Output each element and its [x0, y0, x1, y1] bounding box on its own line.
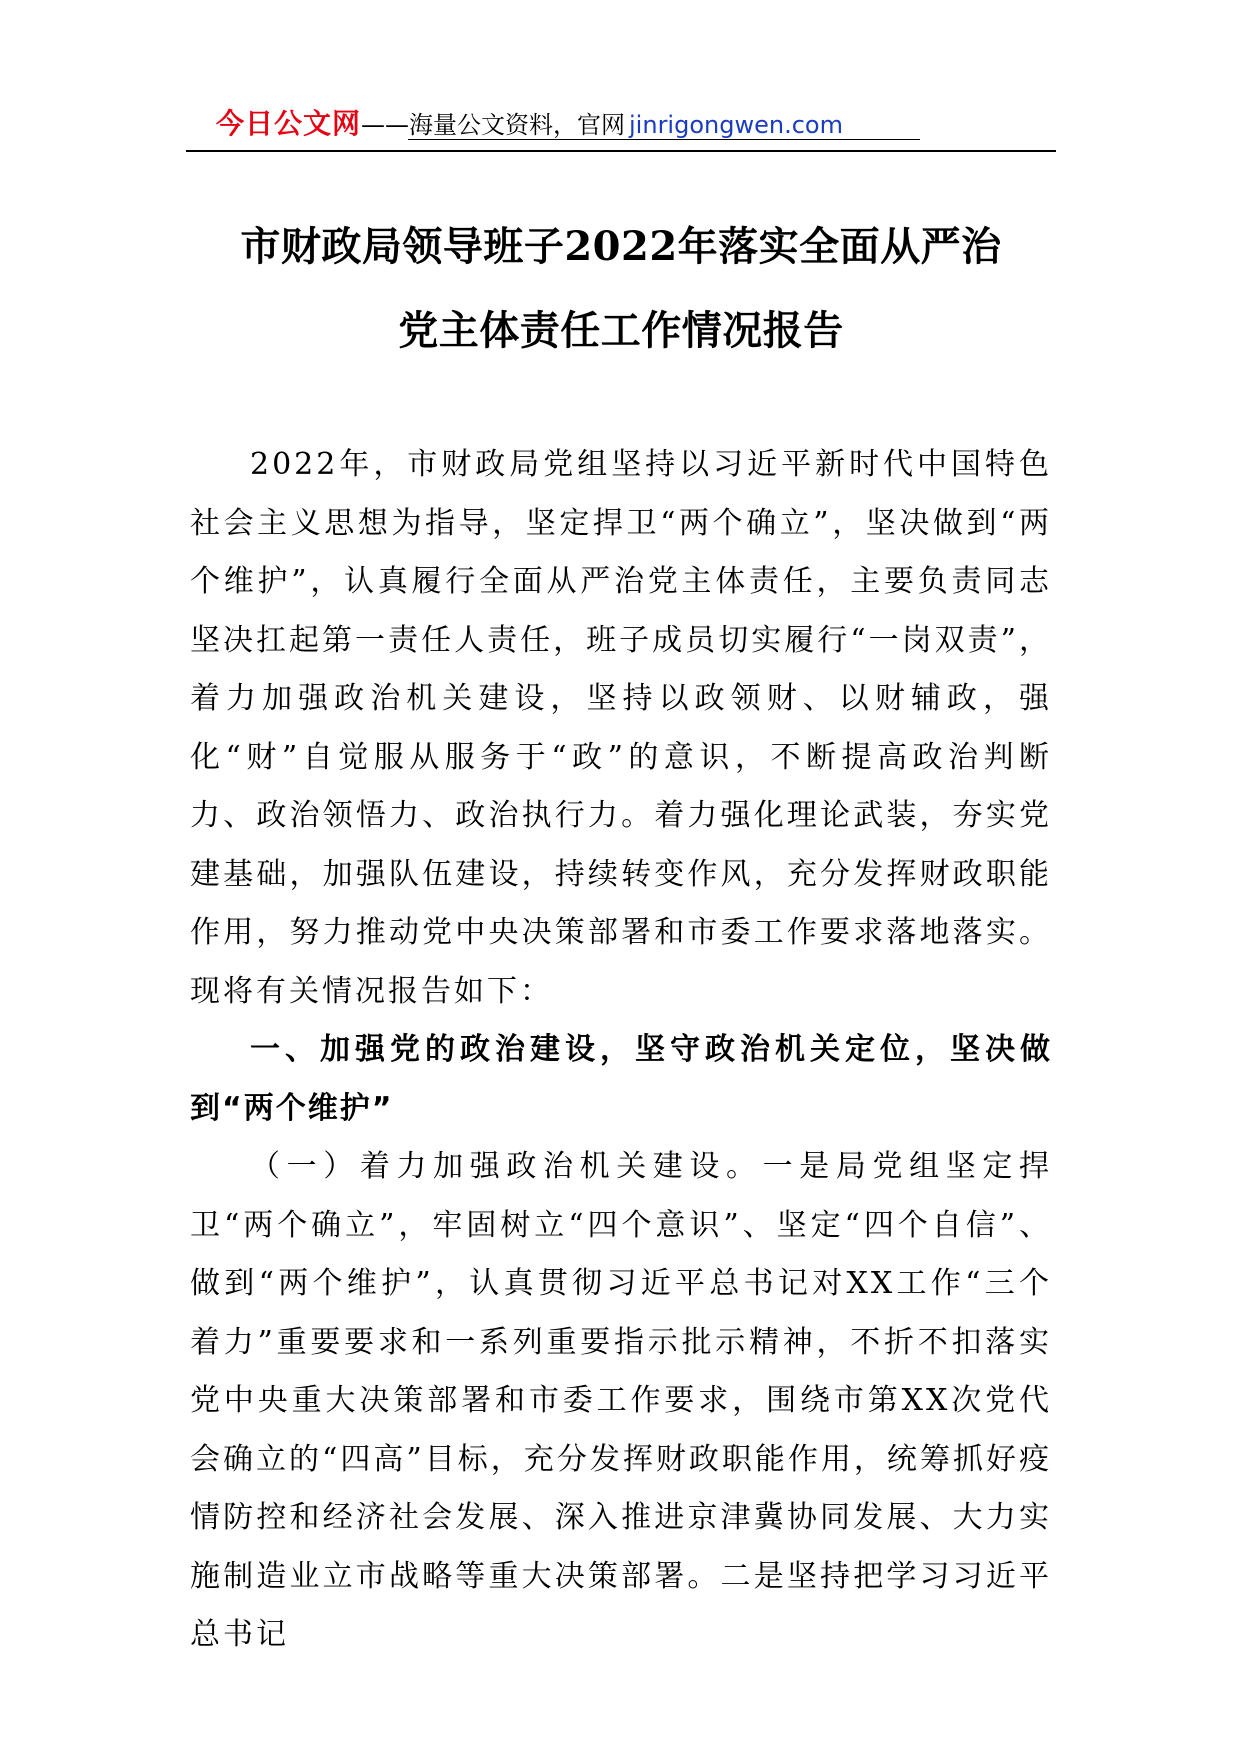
site-brand[interactable]: 今日公文网 [216, 107, 362, 140]
header-divider [186, 150, 1056, 152]
site-link[interactable]: jinrigongwen.com [629, 111, 843, 139]
title-line-1: 市财政局领导班子2022年落实全面从严治 [240, 223, 1002, 270]
header-underline [408, 139, 920, 140]
site-header [216, 102, 843, 150]
header-tagline: 海量公文资料，官网 [409, 111, 626, 139]
section-1-paragraph-1: （一）着力加强政治机关建设。一是局党组坚定捍卫“两个确立”，牢固树立“四个意识”、坚定“四个自信”、做到“两个维护”，认真贯彻习近平总书记对XX工作“三个着力”重要要求和一系列重要指示批示精神，不折不扣落实党中央重大决策部署和市委工作要求，围绕市第XX次党代会确立的“四高”目标，充分发挥财政职能作用，统筹抓好疫情防控和经济社会发展、深入推进京津冀协同发展、大力实施制造业立市战略等重大决策部署。二是坚持把学习习近平总书记 [190, 1149, 1052, 1652]
document-title [186, 205, 1056, 373]
document-body [190, 436, 1052, 1665]
intro-paragraph: 2022年，市财政局党组坚持以习近平新时代中国特色社会主义思想为指导，坚定捍卫“两个确立”，坚决做到“两个维护”，认真履行全面从严治党主体责任，主要负责同志坚决扛起第一责任人责任，班子成员切实履行“一岗双责”，着力加强政治机关建设，坚持以政领财、以财辅政，强化“财”自觉服从服务于“政”的意识，不断提高政治判断力、政治领悟力、政治执行力。着力强化理论武装，夯实党建基础，加强队伍建设，持续转变作风，充分发挥财政职能作用，努力推动党中央决策部署和市委工作要求落地落实。现将有关情况报告如下： [190, 447, 1052, 1009]
header-dash: —— [361, 111, 410, 139]
section-1-heading: 一、加强党的政治建设，坚守政治机关定位，坚决做到“两个维护” [190, 1032, 1052, 1126]
title-line-2: 党主体责任工作情况报告 [398, 307, 844, 354]
